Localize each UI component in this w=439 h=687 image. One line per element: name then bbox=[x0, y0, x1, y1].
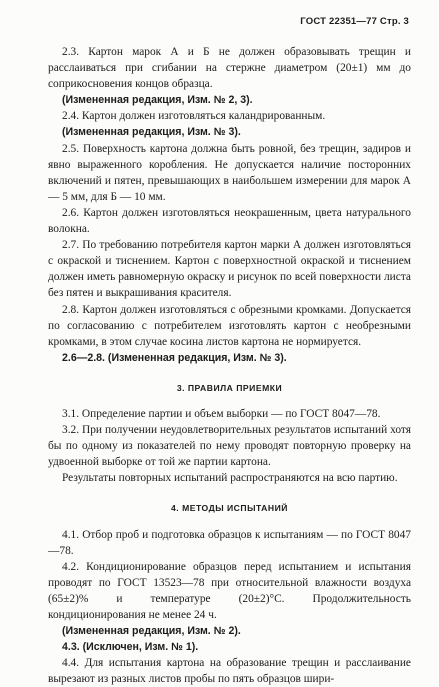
edition-note: (Измененная редакция, Изм. № 3). bbox=[62, 126, 241, 139]
section-heading-3: 3. ПРАВИЛА ПРИЕМКИ bbox=[176, 382, 283, 393]
paragraph-2-8: 2.8. Картон должен изготовляться с обрезными кромками. Допускается по согласованию с потребителем изготовлять картон с необрезными кромками, в этом случае косина листов картона не нормируется. bbox=[48, 303, 411, 348]
paragraph-4-1: 4.1. Отбор проб и подготовка образцов к испытаниям — по ГОСТ 8047—78. bbox=[48, 528, 411, 557]
paragraph-3-2: 3.2. При получении неудовлетворительных результатов испытаний хотя бы по одному из показателей по нему проводят повторную проверку на удвоенной выборке от той же партии картона. bbox=[48, 424, 411, 469]
paragraph-2-7: 2.7. По требованию потребителя картон марки А должен изготовляться с окраской и тиснением. Картон с поверхностной окраской и тиснением должен иметь равномерную окраску и рисунок по всей поверхности листа без пятен и выкрашивания красителя. bbox=[48, 239, 411, 300]
edition-note: (Измененная редакция, Изм. № 2). bbox=[62, 625, 241, 638]
paragraph-2-6: 2.6. Картон должен изготовляться неокрашенным, цвета натурального волокна. bbox=[48, 206, 411, 236]
section-heading-4: 4. МЕТОДЫ ИСПЫТАНИЙ bbox=[171, 503, 288, 514]
paragraph-3-2-result: Результаты повторных испытаний распространяются на всю партию. bbox=[62, 472, 398, 485]
document-body bbox=[48, 44, 411, 687]
paragraph-3-1: 3.1. Определение партии и объем выборки — по ГОСТ 8047—78. bbox=[62, 407, 381, 420]
paragraph-4-2: 4.2. Кондиционирование образцов перед испытанием и испытания проводят по ГОСТ 13523—78 при относительной влажности воздуха (65±2)% и температуре (20±2)°С. Продолжительность кондиционирования не менее 24 ч. bbox=[48, 560, 411, 621]
page-header: ГОСТ 22351—77 Стр. 3 bbox=[300, 16, 409, 27]
paragraph-2-5: 2.5. Поверхность картона должна быть ровной, без трещин, задиров и явно выраженного коробления. Не допускается наличие посторонних включений и пятен, превышающих в наибольшем измерении для марок А — 5 мм, для Б — 10 мм. bbox=[48, 142, 411, 203]
paragraph-4-3: 4.3. (Исключен, Изм. № 1). bbox=[62, 641, 199, 654]
edition-note: 2.6—2.8. (Измененная редакция, Изм. № 3). bbox=[62, 351, 287, 364]
paragraph-2-4: 2.4. Картон должен изготовляться каландрированным. bbox=[62, 110, 326, 123]
paragraph-4-4: 4.4. Для испытания картона на образование трещин и расслаивание вырезают из разных листов пробы по пять образцов шири- bbox=[48, 657, 411, 686]
paragraph-2-3: 2.3. Картон марок А и Б не должен образовывать трещин и расслаиваться при сгибании на стержне диаметром (20±1) мм до соприкосновения концов образца. bbox=[48, 46, 411, 91]
edition-note: (Измененная редакция, Изм. № 2, 3). bbox=[62, 94, 253, 107]
